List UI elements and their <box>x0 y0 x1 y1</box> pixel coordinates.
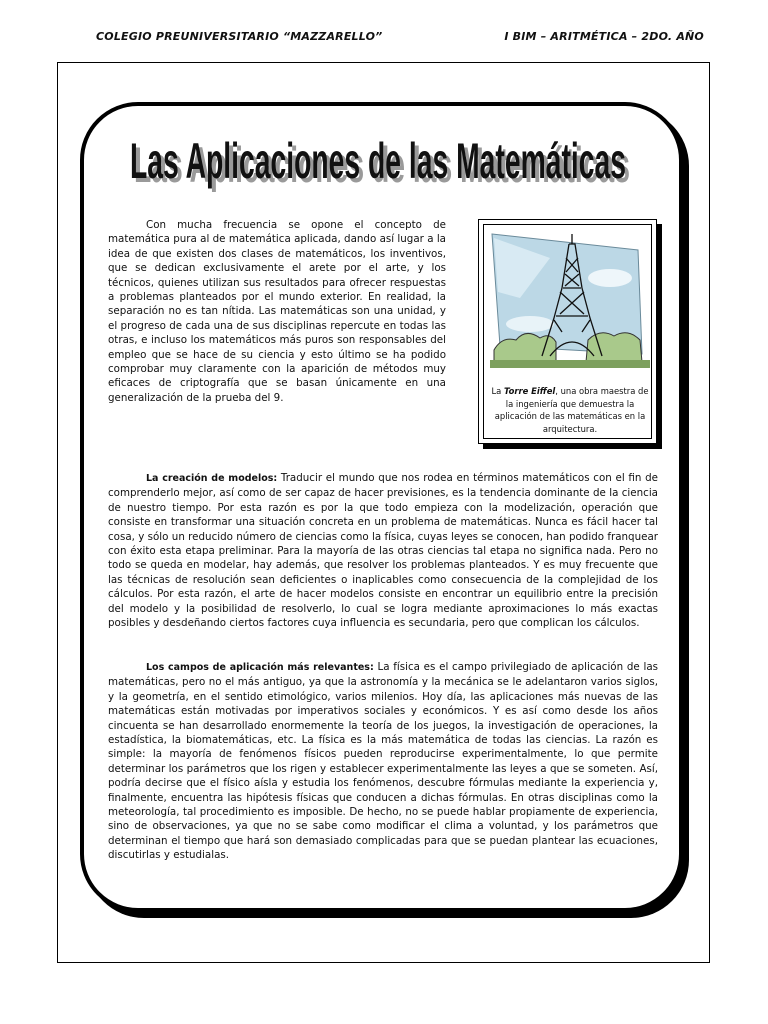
title-shadow: Las Aplicaciones de las Matemáticas <box>134 137 630 192</box>
figure-inner-frame <box>483 224 652 439</box>
section-body: La física es el campo privilegiado de aplicación de las matemáticas, pero no el más antiguo, ya que la astronomía y la mecánica se le adelantaron varios siglos, y la geometría, en el sentido etimológico, varios milenios. Hoy día, las aplicaciones más nuevas de las matemáticas están motivadas por imperativos sociales y económicos. Y es así como desde los años cincuenta se han desarrollado enormemente la teoría de los juegos, la investigación de operaciones, la estadística, la biomatemáticas, etc. La física es la más matemática de todas las ciencias. La razón es simple: la mayoría de fenómenos físicos pueden reproducirse experimentalmente, lo que permite determinar los parámetros que los rigen y establecer experimentalmente las leyes a que se someten. Así, podría decirse que el físico aísla y estudia los fenómenos, descubre fórmulas mediante la experiencia y, finalmente, encuentra las hipótesis físicas que conducen a dichas fórmulas. En otras disciplinas como la meteorología, tal procedimiento es imposible. De hecho, no se puede hablar propiamente de experiencia, sino de observaciones, ya que no se sabe como modificar el clima a voluntad, y los parámetros que determinan el tiempo que hará son demasiado complicadas para que se puedan plantear las ecuaciones, discutirlas y estudialas. <box>108 661 658 862</box>
intro-paragraph: Con mucha frecuencia se opone el concepto de matemática pura al de matemática aplicada, dando así lugar a la idea de que existen dos clases de matemáticos, los inventivos, que se dedican exclusivamente el arete por el arte, y los técnicos, quienes utilizan sus resultados para ofrecer respuestas a problemas planteados por el mundo exterior. En realidad, la separación no es tan nítida. Las matemáticas son una unidad, y el progreso de cada una de sus disciplinas repercute en todas las otras, e incluso los matemáticos más puros son responsables del empleo que se hace de su ciencia y esto último se ha podido comprobar muy claramente con la aparición de métodos muy eficaces de criptografía que se basan únicamente en una generalización de la prueba del 9. <box>108 219 446 404</box>
header-course: I BIM – ARITMÉTICA – 2DO. AÑO <box>504 30 704 43</box>
caption-suffix: , una obra maestra de la ingeniería que demuestra la aplicación de las matemáticas en la arquitectura. <box>494 386 649 434</box>
eiffel-tower-illustration <box>490 228 650 378</box>
section-campos <box>108 660 658 863</box>
header-school: COLEGIO PREUNIVERSITARIO “MAZZARELLO” <box>96 30 383 43</box>
eiffel-figure <box>478 219 657 444</box>
section-lead: Los campos de aplicación más relevantes: <box>146 662 374 673</box>
section-body: Traducir el mundo que nos rodea en términos matemáticos con el fin de comprenderlo mejor, así como de ser capaz de hacer previsiones, es la tendencia dominante de la ciencia de nuestro tiempo. Por esta razón es por la que todo empieza con la modelización, operación que consiste en transformar una situación concreta en un problema de matemáticas. Nunca es fácil hacer tal cosa, y sólo un reducido número de ciencias como la física, cuyas leyes se conocen, han podido franquear con éxito esta etapa preliminar. Para la mayoría de las otras ciencias tal etapa no significa nada. Pero no todo se queda en modelar, hay además, que resolver los problemas planteados. Y es muy frecuente que las técnicas de resolución sean deficientes o inaplicables como consecuencia de la complejidad de los cálculos. Por esta razón, el arte de hacer modelos consiste en encontrar un equilibrio entre la precisión del modelo y la posibilidad de resolverlo, lo cual se logra mediante aproximaciones lo más exactas posibles y desdeñando ciertos factores cuya influencia es secundaria, pero que complican los cálculos. <box>108 472 658 630</box>
section-lead: La creación de modelos: <box>146 473 278 484</box>
title-text: Las Aplicaciones de las Matemáticas <box>130 133 626 189</box>
page-title <box>90 128 670 192</box>
figure-caption <box>490 385 650 435</box>
section-modelos <box>108 471 658 630</box>
caption-emphasis: Torre Eiffel <box>503 386 556 396</box>
caption-prefix: La <box>491 386 504 396</box>
